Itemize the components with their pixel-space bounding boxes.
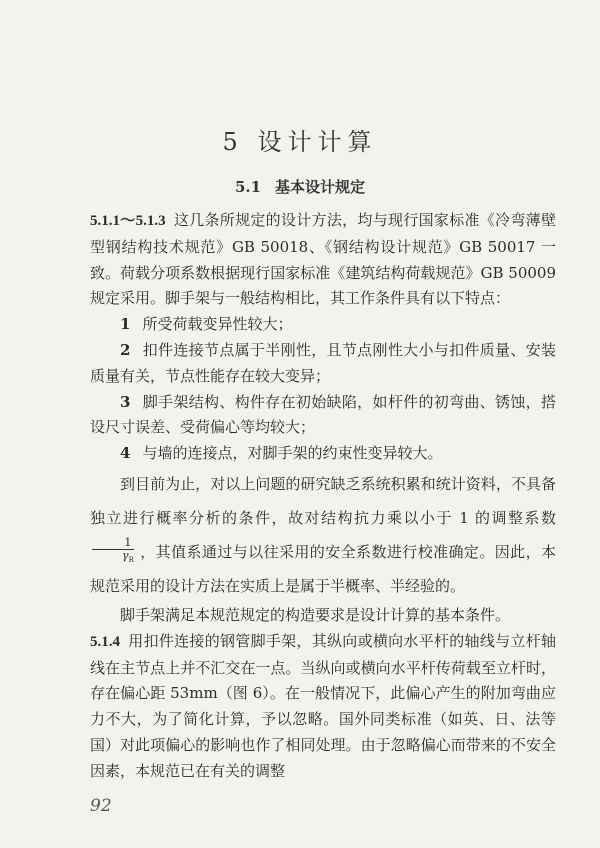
- fraction-numerator: 1: [92, 537, 134, 550]
- clause-text: 这几条所规定的设计方法，均与现行国家标准《冷弯薄壁型钢结构技术规范》GB 50018、《钢结构设计规范》GB 50017 一致。荷载分项系数根据现行国家标准《建筑结构荷载规范》GB 50009 规定采用。脚手架与一般结构相比，其工作条件具有以下特点：: [90, 211, 556, 308]
- list-item-number: 4: [120, 444, 131, 463]
- list-item-number: 2: [120, 340, 131, 359]
- list-item-text: 扣件连接节点属于半刚性，且节点刚性大小与扣件质量、安装质量有关，节点性能存在较大变异；: [90, 340, 556, 385]
- clause-text: 用扣件连接的钢管脚手架，其纵向或横向水平杆的轴线与立杆轴线在主节点上并不汇交在一点。当纵向或横向水平杆传荷载至立杆时，存在偏心距 53mm（图 6）。在一般情况下，此偏心产生的附加弯曲应力不大，为了简化计算，予以忽略。国外同类标准（如英、日、法等国）对此项偏心的影响也作了相同处理。由于忽略偏心而带来的不安全因素，本规范已在有关的调整: [90, 631, 556, 780]
- paragraph-text-b: ，其值系通过与以往采用的安全系数进行校准确定。因此，本规范采用的设计方法在实质上是属于半概率、半经验的。: [90, 542, 556, 595]
- list-item: [90, 338, 556, 390]
- body-text: [90, 208, 556, 785]
- list-item-text: 脚手架结构、构件存在初始缺陷，如杆件的初弯曲、锈蚀，搭设尺寸误差、受荷偏心等均较大；: [90, 392, 556, 437]
- list-item-text: 与墙的连接点，对脚手架的约束性变异较大。: [142, 444, 443, 463]
- paragraph-text-a: 到目前为止，对以上问题的研究缺乏系统积累和统计资料，不具备独立进行概率分析的条件，故对结构抗力乘以小于 1 的调整系数: [90, 474, 556, 527]
- section-number: 5.1: [234, 178, 262, 196]
- paragraph-adjustment-factor: [90, 467, 556, 603]
- list-item: [90, 390, 556, 442]
- clause-number: 5.1.4: [90, 633, 120, 650]
- list-item-number: 3: [120, 392, 131, 411]
- chapter-title: 5 设计计算: [222, 128, 378, 156]
- list-item-number: 1: [120, 315, 131, 334]
- list-item: [90, 441, 556, 467]
- section-heading: 基本设计规定: [275, 178, 366, 196]
- fraction-denominator-symbol: γ: [122, 549, 129, 563]
- clause-5-1-4-paragraph: [90, 629, 556, 785]
- list-item-text: 所受荷载变异性较大；: [142, 315, 293, 334]
- clause-number: 5.1.1～5.1.3: [90, 213, 166, 229]
- page-number: 92: [90, 796, 112, 816]
- fraction-subscript: R: [128, 556, 134, 565]
- fraction-formula: [92, 537, 134, 566]
- clause-5-1-1-paragraph: [90, 208, 556, 312]
- section-title: [0, 176, 600, 197]
- paragraph-basic-condition: 脚手架满足本规范规定的构造要求是设计计算的基本条件。: [120, 605, 511, 624]
- list-item: [90, 312, 556, 338]
- fraction-denominator: [92, 550, 134, 566]
